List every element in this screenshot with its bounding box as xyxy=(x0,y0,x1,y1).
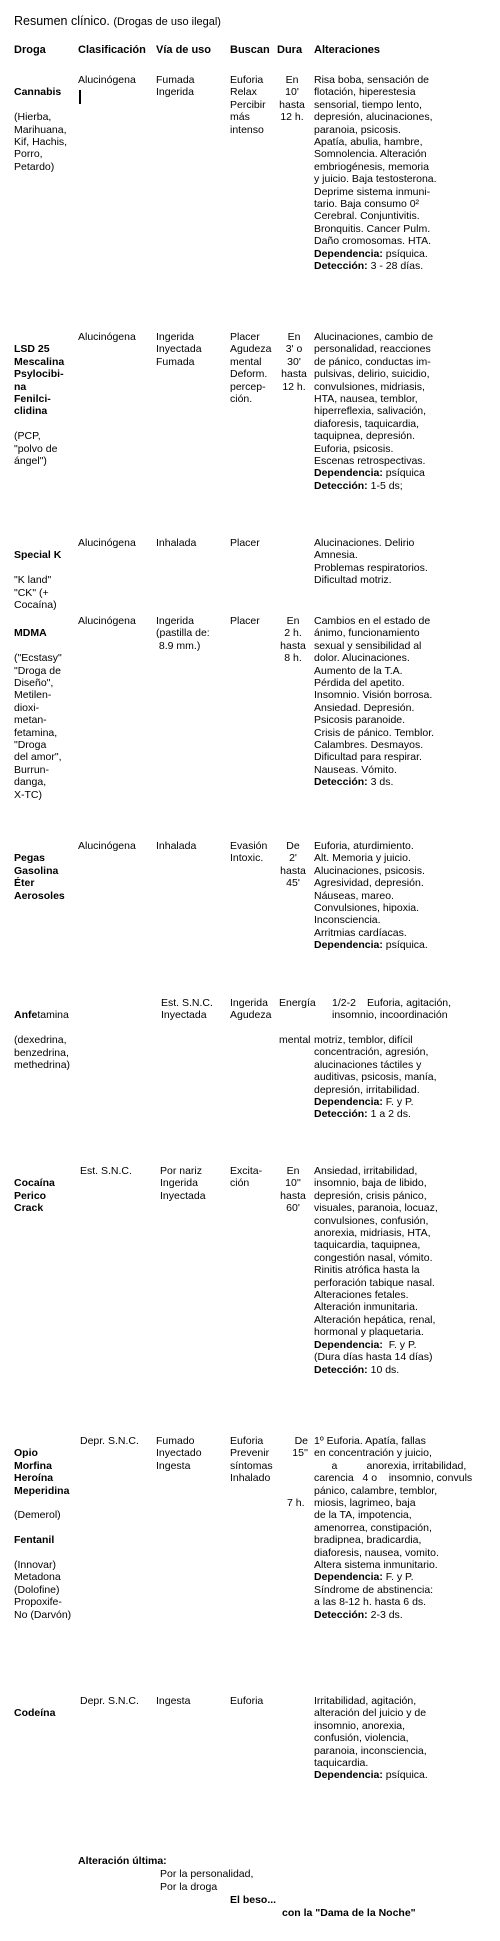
drug-sought: Placer xyxy=(230,537,260,549)
drug-effects: Irritabilidad, agitación, alteración del juicio y de insomnio, anorexia, confusión, violencia, paranoia, inconsciencia, taquicardia. Dependencia: psíquica. xyxy=(314,1695,428,1782)
drug-sought: Euforia xyxy=(230,1695,264,1707)
drug-route: Ingesta xyxy=(156,1695,191,1707)
footer-line-4: con la "Dama de la Noche" xyxy=(282,1907,416,1919)
drug-duration: En 2 h. hasta 8 h. xyxy=(280,615,306,665)
drug-aliases-2: (Innovar) Metadona (Dolofine) Propoxife- No (Darvón) xyxy=(14,1559,72,1621)
drug-route: Ingerida Agudeza xyxy=(230,997,272,1022)
header-buscan: Buscan xyxy=(230,44,270,56)
drug-sought: Placer xyxy=(230,615,260,627)
drug-route: Fumado Inyectado Ingesta xyxy=(156,1435,202,1472)
drug-effects: Risa boba, sensación de flotación, hiperestesia sensorial, tiempo lento, depresión, alucinaciones, paranoia, psicosis. Apatía, abulia, hambre, Somnolencia. Alteración embriogénesis, memoria y juicio. Baja testosterona. Deprime sistema inmuni- tario. Baja consumo 0² Cerebral. Conjuntivitis. Bronquitis. Cancer Pulm. Daño cromosomas. HTA. Dependencia: psíquica. Detección: 3 - 28 días. xyxy=(314,74,437,273)
drug-route: Ingerida (pastilla de: 8.9 mm.) xyxy=(156,615,210,652)
footer-line-3: El beso... xyxy=(230,1894,277,1906)
drug-route: Inhalada xyxy=(156,537,197,549)
drug-classification: Alucinógena xyxy=(78,840,136,852)
title-main: Resumen clínico. xyxy=(14,14,110,28)
drug-effects: Alucinaciones, cambio de personalidad, reacciones de pánico, conductas im- pulsivas, delirio, suicidio, convulsiones, midriasis, HTA, nausea, temblor, hiperreflexia, salivación, diaforesis, taquicardia, taquipnea, depresión. Euforia, psicosis. Escenas retrospectivas. Dependencia: psíquica Detección: 1-5 ds; xyxy=(314,331,434,492)
drug-effects-cont: motriz, temblor, difícil concentración, agresión, alucinaciones táctiles y auditivas, psicosis, manía, depresión, irritabilidad. Dependencia: F. y P. Detección: 1 a 2 ds. xyxy=(314,1034,437,1121)
header-alteraciones: Alteraciones xyxy=(314,44,381,56)
footer-line-2: Por la droga xyxy=(160,1881,218,1893)
drug-effects: 1º Euforia. Apatía, fallas en concentración y juicio, a anorexia, irritabilidad, carencia 4 o insomnio, convuls pánico, calambre, temblor, miosis, lagrimeo, baja de la TA, impotencia, amenorrea, constipación, bradipnea, bradicardia, diaforesis, nausea, vomito. Altera sistema inmunitario. Dependencia: F. y P. Síndrome de abstinencia: a las 8-12 h. hasta 6 ds. Detección: 2-3 ds. xyxy=(314,1435,473,1621)
drug-sought: Placer Agudeza mental Deform. percep- ción. xyxy=(230,331,272,406)
drug-name: Codeína xyxy=(14,1707,56,1720)
title-sub: (Drogas de uso ilegal) xyxy=(113,16,221,28)
page-title xyxy=(14,13,221,30)
drug-aliases: (Hierba, Marihuana, Kif, Hachis, Porro, Petardo) xyxy=(14,111,68,173)
drug-effects: Cambios en el estado de ánimo, funcionamiento sexual y sensibilidad al dolor. Alucinaciones. Aumento de la T.A. Pérdida del apetito. Insomnio. Visión borrosa. Ansiedad. Depresión. Psicosis paranoide. Crisis de pánico. Temblor. Calambres. Desmayos. Dificultad para respirar. Nauseas. Vómito. Detección: 3 ds. xyxy=(314,615,435,789)
drug-classification: Alucinógena xyxy=(78,74,136,86)
drug-name: Cocaína Perico Crack xyxy=(14,1177,55,1215)
drug-sought: Energía xyxy=(279,997,316,1009)
footer-line-1: Por la personalidad, xyxy=(160,1868,254,1880)
drug-name-2: Fentanil xyxy=(14,1534,55,1547)
drug-sought: Excita- ción xyxy=(230,1165,263,1190)
drug-classification: Est. S.N.C. Inyectada xyxy=(161,997,213,1022)
drug-sought-2: mental xyxy=(279,1034,311,1046)
drug-duration: En 10'' hasta 60' xyxy=(280,1165,306,1215)
drug-sought: Euforia Prevenir síntomas Inhalado xyxy=(230,1435,273,1485)
drug-classification: Alucinógena xyxy=(78,331,136,343)
drug-aliases: ("Ecstasy" "Droga de Diseño", Metilen- dioxi- metan- fetamina, "Droga del amor", Burrun- danga, X-TC) xyxy=(14,652,62,801)
drug-name: Pegas Gasolina Éter Aerosoles xyxy=(14,852,65,902)
drug-route: Ingerida Inyectada Fumada xyxy=(156,331,202,368)
drug-name: Anfe xyxy=(14,1009,38,1022)
drug-route: Por nariz Ingerida Inyectada xyxy=(160,1165,206,1202)
drug-duration: De 15'' xyxy=(292,1435,308,1460)
drug-duration-2: 7 h. xyxy=(287,1497,305,1509)
drug-classification: Depr. S.N.C. xyxy=(80,1435,139,1447)
header-clasificacion: Clasificación xyxy=(78,44,146,56)
text-cursor xyxy=(79,90,81,104)
drug-effects: Euforia, agitación, xyxy=(367,997,452,1009)
drug-duration: De 2' hasta 45' xyxy=(280,840,306,890)
header-dura: Dura xyxy=(277,44,303,56)
drug-route: Fumada Ingerida xyxy=(156,74,195,99)
drug-classification: Alucinógena xyxy=(78,537,136,549)
drug-duration: En 10' hasta 12 h. xyxy=(279,74,305,124)
drug-aliases: (dexedrina, benzedrina, methedrina) xyxy=(14,1034,71,1072)
drug-sought: Evasión Intoxic. xyxy=(230,840,268,865)
footer-label: Alteración última: xyxy=(78,1855,167,1867)
drug-effects: Euforia, aturdimiento. Alt. Memoria y juicio. Alucinaciones, psicosis. Agresividad, depresión. Náuseas, mareo. Convulsiones, hipoxia. Inconsciencia. Arritmias cardíacas. Dependencia: psíquica. xyxy=(314,840,428,952)
drug-classification: Depr. S.N.C. xyxy=(80,1695,139,1707)
drug-effects: Alucinaciones. Delirio Amnesia. Problemas respiratorios. Dificultad motriz. xyxy=(314,537,428,587)
drug-name: LSD 25 Mescalina Psylocibi- na Fenilci- clidina xyxy=(14,343,65,418)
drug-route: Inhalada xyxy=(156,840,197,852)
header-droga: Droga xyxy=(14,44,46,56)
drug-classification: Est. S.N.C. xyxy=(80,1165,132,1177)
drug-aliases: (Demerol) xyxy=(14,1509,61,1522)
drug-name-tail: tamina xyxy=(37,1009,69,1022)
drug-name: Cannabis xyxy=(14,86,62,99)
drug-name: Opio Morfina Heroína Meperidina xyxy=(14,1447,70,1497)
drug-aliases: (PCP, "polvo de ángel") xyxy=(14,430,58,468)
drug-aliases: "K land" "CK" (+ Cocaína) xyxy=(14,574,57,612)
drug-name: Special K xyxy=(14,549,62,562)
drug-duration: En 3' o 30' hasta 12 h. xyxy=(281,331,307,393)
drug-classification: Alucinógena xyxy=(78,615,136,627)
drug-duration: 1/2-2 insomnio, incoordinación xyxy=(332,997,448,1022)
drug-sought: Euforia Relax Percibir más intenso xyxy=(230,74,266,136)
drug-effects: Ansiedad, irritabilidad, insomnio, baja de libido, depresión, crisis pánico, visuales, paranoia, locuaz, convulsiones, confusión, anorexia, midriasis, HTA, taquicardia, taquipnea, congestión nasal, vómito. Rinitis atrófica hasta la perforación tabique nasal. Alteraciones fetales. Alteración inmunitaria. Alteración hepática, renal, hormonal y plaquetaria. Dependencia: F. y P. (Dura días hasta 14 días) Detección: 10 ds. xyxy=(314,1165,438,1376)
drug-name: MDMA xyxy=(14,627,47,640)
header-via: Vía de uso xyxy=(156,44,212,56)
